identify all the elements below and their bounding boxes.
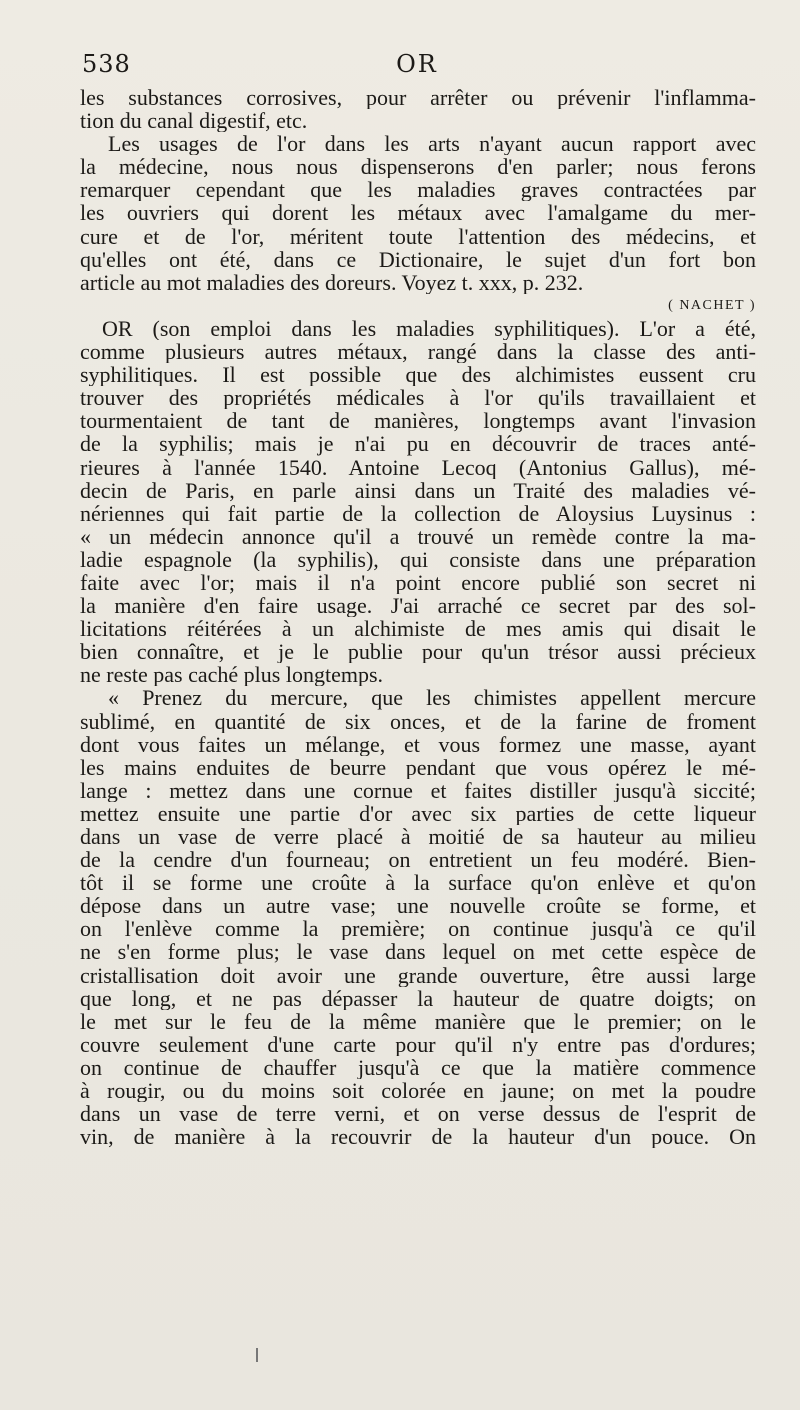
text-line: que long, et ne pas dépasser la hauteur de quatre doigts; on — [80, 986, 756, 1010]
text-line: syphilitiques. Il est possible que des alchimistes eussent cru — [80, 363, 756, 387]
page-header — [82, 50, 752, 90]
text-line: OR (son emploi dans les maladies syphilitiques). L'or a été, — [102, 316, 756, 341]
text-line: « Prenez du mercure, que les chimistes appellent mercure — [108, 686, 756, 710]
text-line: sublimé, en quantité de six onces, et de la farine de froment — [80, 709, 756, 733]
text-line: faite avec l'or; mais il n'a point encore publié son secret ni — [80, 570, 756, 595]
text-line: ne reste pas caché plus longtemps. — [80, 663, 384, 687]
text-line: « un médecin annonce qu'il a trouvé un remède contre la ma- — [80, 524, 756, 548]
text-line: ladie espagnole (la syphilis), qui consiste dans une préparation — [80, 547, 756, 571]
text-line: decin de Paris, en parle ainsi dans un Traité des maladies vé- — [80, 478, 756, 502]
text-line: couvre seulement d'une carte pour qu'il n'y entre pas d'ordures; — [80, 1032, 756, 1056]
text-line: cure et de l'or, méritent toute l'attention des médecins, et — [80, 224, 756, 248]
text-line: la manière d'en faire usage. J'ai arraché ce secret par des sol- — [80, 594, 756, 618]
text-line: ( NACHET ) — [668, 297, 756, 313]
text-line: dont vous faites un mélange, et vous formez une masse, ayant — [80, 732, 756, 756]
body-text — [80, 86, 756, 1148]
text-line: les ouvriers qui dorent les métaux avec l'amalgame du mer- — [80, 201, 756, 225]
running-head: OR — [396, 50, 438, 78]
text-line: qu'elles ont été, dans ce Dictionaire, le sujet d'un fort bon — [80, 247, 756, 271]
text-line: cristallisation doit avoir une grande ouverture, être aussi large — [80, 963, 756, 987]
text-line: les substances corrosives, pour arrêter ou prévenir l'inflamma- — [80, 86, 756, 110]
text-line: tôt il se forme une croûte à la surface qu'on enlève et qu'on — [80, 871, 756, 895]
page-number: 538 — [82, 50, 131, 78]
text-line: mettez ensuite une partie d'or avec six parties de cette liqueur — [80, 801, 756, 825]
text-line: bien connaître, et je le publie pour qu'un trésor aussi précieux — [80, 640, 756, 664]
text-line: dans un vase de terre verni, et on verse dessus de l'esprit de — [80, 1102, 756, 1126]
text-line: les mains enduites de beurre pendant que vous opérez le mé- — [80, 755, 756, 779]
text-line: lange : mettez dans une cornue et faites distiller jusqu'à siccité; — [80, 778, 756, 802]
text-line: trouver des propriétés médicales à l'or qu'ils travaillaient et — [80, 386, 756, 410]
text-line: de la cendre d'un fourneau; on entretient un feu modéré. Bien- — [80, 848, 756, 872]
text-line: dans un vase de verre placé à moitié de sa hauteur au milieu — [80, 825, 756, 849]
text-line: remarquer cependant que les maladies graves contractées par — [80, 178, 756, 202]
text-line: à rougir, ou du moins soit colorée en jaune; on met la poudre — [80, 1079, 756, 1103]
text-line: tion du canal digestif, etc. — [80, 109, 308, 133]
text-line: licitations réitérées à un alchimiste de mes amis qui disait le — [80, 617, 756, 641]
print-mark — [256, 1348, 258, 1362]
text-line: le met sur le feu de la même manière que le premier; on le — [80, 1009, 756, 1033]
text-line: comme plusieurs autres métaux, rangé dans la classe des anti- — [80, 340, 756, 364]
text-line: la médecine, nous nous dispenserons d'en parler; nous ferons — [80, 155, 756, 179]
text-line: ne s'en forme plus; le vase dans lequel on met cette espèce de — [80, 940, 756, 964]
text-line: tourmentaient de tant de manières, longtemps avant l'invasion — [80, 409, 756, 433]
text-line: nériennes qui fait partie de la collection de Aloysius Luysinus : — [80, 501, 756, 525]
text-line: on l'enlève comme la première; on continue jusqu'à ce qu'il — [80, 917, 756, 941]
text-line: article au mot maladies des doreurs. Voyez t. xxx, p. 232. — [80, 270, 584, 294]
text-line: de la syphilis; mais je n'ai pu en découvrir de traces anté- — [80, 432, 756, 456]
text-line: dépose dans un autre vase; une nouvelle croûte se forme, et — [80, 894, 756, 918]
text-line: rieures à l'année 1540. Antoine Lecoq (Antonius Gallus), mé- — [80, 455, 756, 479]
text-line: vin, de manière à la recouvrir de la hauteur d'un pouce. On — [80, 1125, 756, 1149]
text-line: on continue de chauffer jusqu'à ce que la matière commence — [80, 1055, 756, 1080]
text-line: Les usages de l'or dans les arts n'ayant aucun rapport avec — [108, 132, 756, 156]
